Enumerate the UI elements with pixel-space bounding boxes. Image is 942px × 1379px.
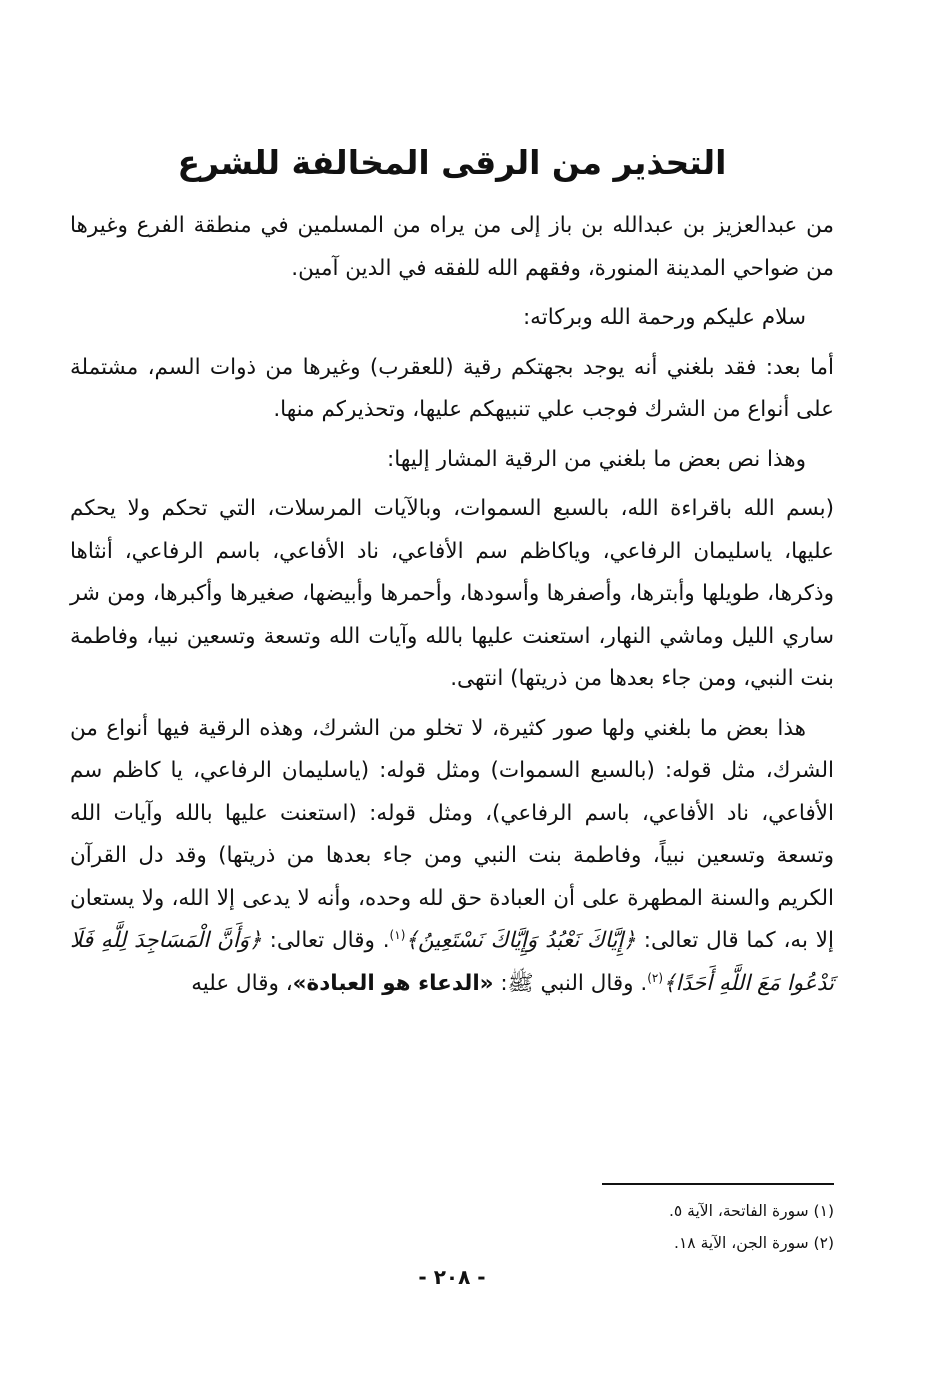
analysis-text-3: . وقال النبي ﷺ: — [500, 970, 648, 996]
page-title: التحذير من الرقى المخالفة للشرع — [177, 143, 727, 182]
footnotes — [70, 1195, 834, 1259]
body-text — [70, 205, 834, 1012]
analysis-text-1: هذا بعض ما بلغني ولها صور كثيرة، لا تخلو من الشرك، وهذه الرقية فيها أنواع من الشرك، مثل قوله: (بالسبع السموات) ومثل قوله: (ياسليمان الرفاعي، يا كاظم سم الأفاعي، ناد الأفاعي، باسم الرفاعي)، ومثل قوله: (استعنت عليها بالله وآيات الله وتسعة وتسعين نبياً، وفاطمة بنت النبي ومن جاء بعدها من ذريتها) وقد دل القرآن الكريم والسنة المطهرة على أن العبادة حق لله وحده، وأنه لا يدعى إلا الله، ولا يستعان إلا به، كما قال تعالى: — [70, 715, 834, 953]
analysis-text-2: . وقال تعالى: — [269, 928, 390, 953]
paragraph-greeting: سلام عليكم ورحمة الله وبركاته: — [522, 305, 806, 330]
quran-verse-2: ﴿وَأَنَّ الْمَسَاجِدَ لِلَّهِ فَلَا تَدْعُوا مَعَ اللَّهِ أَحَدًا﴾ — [70, 928, 834, 996]
footnote-divider — [602, 1183, 834, 1185]
quran-verse-1: ﴿إِيَّاكَ نَعْبُدُ وَإِيَّاكَ نَسْتَعِينُ﴾ — [405, 928, 636, 953]
hadith-quote: «الدعاء هو العبادة» — [292, 970, 494, 996]
footnote-1: (١) سورة الفاتحة، الآية ٥. — [668, 1202, 834, 1220]
analysis-text-4: ، وقال عليه — [191, 970, 293, 996]
paragraph-analysis — [70, 708, 834, 1006]
paragraph-sender: من عبدالعزيز بن عبدالله بن باز إلى من يراه من المسلمين في منطقة الفرع وغيرها من ضواحي المدينة المنورة، وفقهم الله للفقه في الدين آمين. — [70, 213, 834, 281]
document-page — [70, 0, 834, 1379]
paragraph-ruqya-quote: (بسم الله باقراءة الله، بالسبع السموات، وبالآيات المرسلات، التي تحكم ولا يحكم عليها، ياسليمان الرفاعي، وياكاظم سم الأفاعي، ناد الأفاعي، باسم الرفاعي، أنثاها وذكرها، طويلها وأبترها، وأصفرها وأسودها، وأحمرها وأبيضها، صغيرها وأكبرها، ومن شر ساري الليل وماشي النهار، استعنت عليها بالله وآيات الله وتسعة وتسعين نبيا، وفاطمة بنت النبي، ومن جاء بعدها من ذريتها) انتهى. — [70, 496, 834, 691]
paragraph-intro: أما بعد: فقد بلغني أنه يوجد بجهتكم رقية (للعقرب) وغيرها من ذوات السم، مشتملة على أنواع من الشرك فوجب علي تنبيهكم عليها، وتحذيركم منها. — [70, 354, 834, 422]
page-number: - ٢٠٨ - — [418, 1265, 486, 1289]
paragraph-quote-intro: وهذا نص بعض ما بلغني من الرقية المشار إليها: — [387, 446, 806, 472]
footnote-ref-1: (١) — [389, 927, 406, 942]
footnote-2: (٢) سورة الجن، الآية ١٨. — [674, 1234, 834, 1252]
footnote-ref-2: (٢) — [647, 970, 664, 985]
